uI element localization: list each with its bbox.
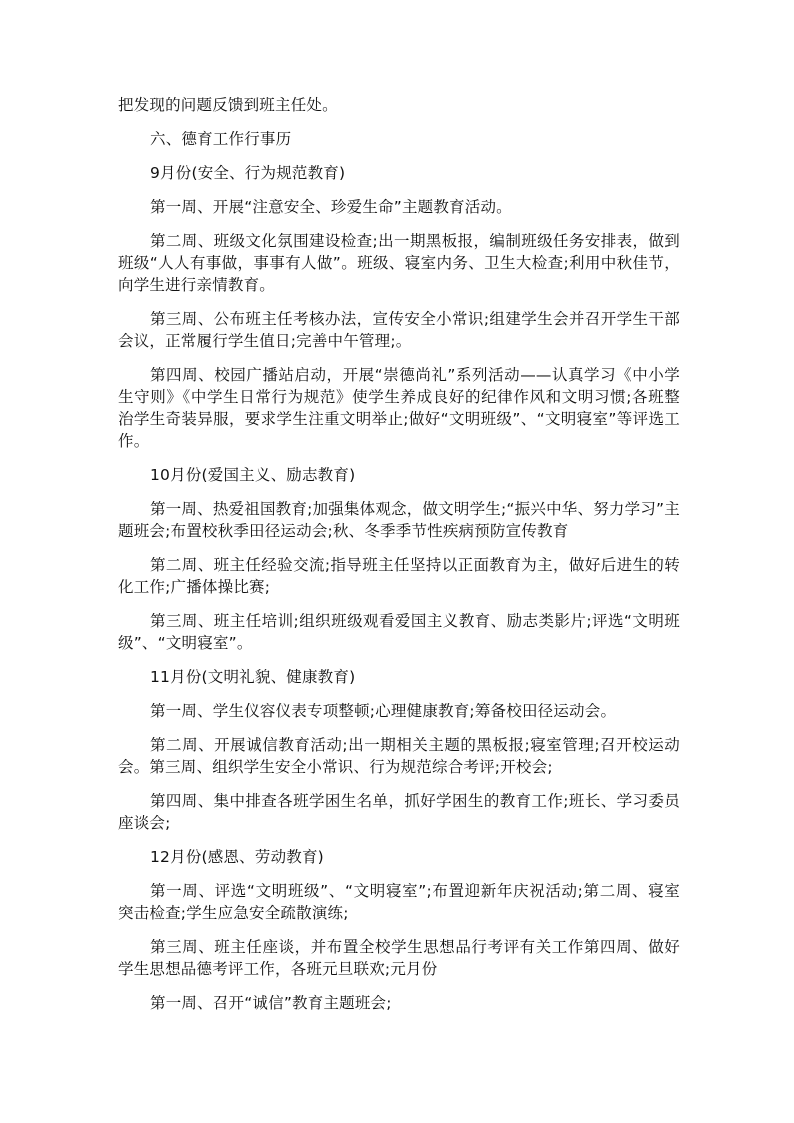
month-heading-october: 10月份(爱国主义、励志教育) (150, 466, 356, 484)
paragraph: 第三周、公布班主任考核办法，宣传安全小常识;组建学生会并召开学生干部会议，正常履行学生值日;完善中午管理;。 (118, 310, 680, 350)
paragraph: 第三周、班主任座谈，并布置全校学生思想品行考评有关工作第四周、做好学生思想品德考评工作，各班元旦联欢;元月份 (118, 938, 680, 978)
paragraph: 第一周、评选“文明班级”、“文明寝室”;布置迎新年庆祝活动;第二周、寝室突击检查;学生应急安全疏散演练; (118, 882, 680, 922)
section-heading: 六、德育工作行事历 (150, 130, 292, 148)
paragraph: 第一周、热爱祖国教育;加强集体观念，做文明学生;“振兴中华、努力学习”主题班会;布置校秋季田径运动会;秋、冬季季节性疾病预防宣传教育 (118, 500, 680, 540)
paragraph: 第四周、集中排查各班学困生名单，抓好学困生的教育工作;班长、学习委员座谈会; (118, 792, 680, 832)
month-heading-december: 12月份(感恩、劳动教育) (150, 848, 324, 866)
month-heading-november: 11月份(文明礼貌、健康教育) (150, 668, 356, 686)
paragraph: 第三周、班主任培训;组织班级观看爱国主义教育、励志类影片;评选“文明班级”、“文明寝室”。 (118, 612, 680, 652)
month-heading-september: 9月份(安全、行为规范教育) (150, 164, 346, 182)
paragraph: 第二周、班级文化氛围建设检查;出一期黑板报，编制班级任务安排表，做到班级“人人有事做，事事有人做”。班级、寝室内务、卫生大检查;利用中秋佳节，向学生进行亲情教育。 (118, 232, 680, 294)
paragraph: 第一周、学生仪容仪表专项整顿;心理健康教育;筹备校田径运动会。 (150, 702, 617, 720)
paragraph: 第二周、班主任经验交流;指导班主任坚持以正面教育为主，做好后进生的转化工作;广播体操比赛; (118, 556, 680, 596)
document-body (118, 94, 680, 1026)
paragraph-continuation: 把发现的问题反馈到班主任处。 (118, 96, 338, 114)
paragraph: 第一周、召开“诚信”教育主题班会; (150, 994, 392, 1012)
paragraph: 第二周、开展诚信教育活动;出一期相关主题的黑板报;寝室管理;召开校运动会。第三周、组织学生安全小常识、行为规范综合考评;开校会; (118, 736, 680, 776)
paragraph: 第四周、校园广播站启动，开展“崇德尚礼”系列活动——认真学习《中小学生守则》《中学生日常行为规范》使学生养成良好的纪律作风和文明习惯;各班整治学生奇装异服，要求学生注重文明举止;做好“文明班级”、“文明寝室”等评选工作。 (118, 366, 680, 450)
paragraph: 第一周、开展“注意安全、珍爱生命”主题教育活动。 (150, 198, 512, 216)
